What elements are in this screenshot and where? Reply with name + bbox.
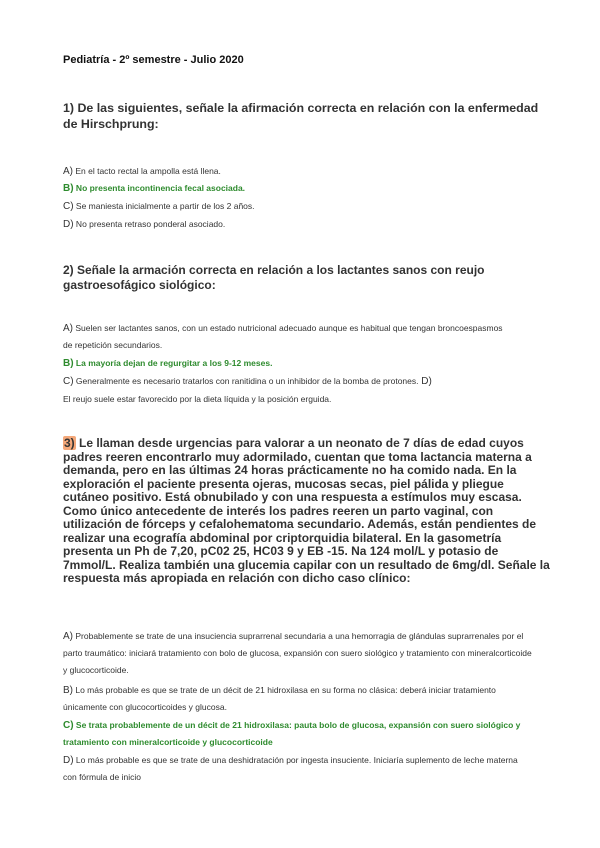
answer-letter: D) <box>63 755 74 766</box>
q2-answer-a <box>63 320 503 354</box>
answer-letter: B) <box>63 358 74 369</box>
answer-text: Se trata probablemente de un décit de 21 hidroxilasa: pauta bolo de glucosa, expansión con suero siológico y tratamiento con mineralcorticoide y glucocorticoide <box>63 720 521 747</box>
answer-letter: A) <box>63 166 73 177</box>
answer-text: Se maniesta inicialmente a partir de los 2 años. <box>73 201 255 211</box>
answer-letter: D) <box>63 219 74 230</box>
answer-text: En el tacto rectal la ampolla está llena. <box>73 166 221 176</box>
answer-letter-d: D) <box>418 376 432 387</box>
answer-letter: A) <box>63 323 73 334</box>
answer-text: Probablemente se trate de una insuciencia suprarrenal secundaria a una hemorragia de glándulas suprarrenales por el parto traumático: iniciará tratamiento con bolo de glucosa, expansión con suero siológico y tratamiento con mineralcorticoide y glucocorticoide. <box>63 631 532 675</box>
answer-text: No presenta retraso ponderal asociado. <box>73 219 226 229</box>
q1-answer-d <box>63 219 533 230</box>
answer-letter: B) <box>63 685 73 696</box>
question-2-title: 2) Señale la armación correcta en relación a los lactantes sanos con reujo gastroesofágico siológico: <box>63 263 485 292</box>
answer-letter: C) <box>63 720 74 731</box>
q3-answer-c-correct <box>63 717 533 751</box>
answer-text: Suelen ser lactantes sanos, con un estado nutricional adecuado aunque es habitual que tengan broncoespasmos de repetición secundarios. <box>63 323 503 350</box>
q3-answer-d <box>63 752 533 786</box>
question-3-text: Le llaman desde urgencias para valorar a un neonato de 7 días de edad cuyos padres reeren encontrarlo muy adormilado, cuentan que toma lactancia materna a demanda, pero en las últimas 24 horas prácticamente no ha comido nada. En la exploración el paciente presenta ojeras, mucosas secas, piel pálida y pliegue cutáneo positivo. Está obnubilado y con una respuesta a estímulos muy escasa. Como único antecedente de interés los padres reeren un parto vaginal, con utilización de fórceps y cefalohematoma secundario. Además, están pendientes de realizar una ecografía abdominal por criptorquidia bilateral. En la gasometría presenta un Ph de 7,20, pC02 25, HC03 9 y EB -15. Na 124 mol/L y potasio de 7mmol/L. Realiza también una glucemia capilar con un resultado de 6mg/dl. Señale la respuesta más apropiada en relación con dicho caso clínico: <box>63 436 550 585</box>
q1-answer-c <box>63 201 533 212</box>
answer-text: El reujo suele estar favorecido por la dieta líquida y la posición erguida. <box>63 394 332 404</box>
q1-answer-a <box>63 166 533 177</box>
question-3-number: 3) <box>64 436 75 450</box>
answer-letter: C) <box>63 201 74 212</box>
q3-answer-a <box>63 628 533 679</box>
question-3-title <box>63 437 553 586</box>
q3-answer-b <box>63 682 533 716</box>
answer-text: Lo más probable es que se trate de una deshidratación por ingesta insuciente. Iniciaría suplemento de leche materna con fórmula de inicio <box>63 755 518 782</box>
document-header: Pediatría - 2º semestre - Julio 2020 <box>63 54 244 66</box>
question-1-title: 1) De las siguientes, señale la afirmación correcta en relación con la enfermedad de Hirschprung: <box>63 101 539 131</box>
q2-answer-c <box>63 376 533 387</box>
q2-answer-d <box>63 394 533 404</box>
answer-text: Generalmente es necesario tratarlos con ranitidina o un inhibidor de la bomba de protones. <box>73 376 419 386</box>
answer-text: La mayoría dejan de regurgitar a los 9-12 meses. <box>73 358 273 368</box>
answer-text: Lo más probable es que se trate de un décit de 21 hidroxilasa en su forma no clásica: deberá iniciar tratamiento únicamente con glucocorticoides y glucosa. <box>63 685 496 712</box>
answer-letter: C) <box>63 376 74 387</box>
answer-text: No presenta incontinencia fecal asociada. <box>73 183 246 193</box>
answer-letter: A) <box>63 631 73 642</box>
q2-answer-b-correct <box>63 358 533 369</box>
answer-letter: B) <box>63 183 74 194</box>
q1-answer-b-correct <box>63 183 533 194</box>
